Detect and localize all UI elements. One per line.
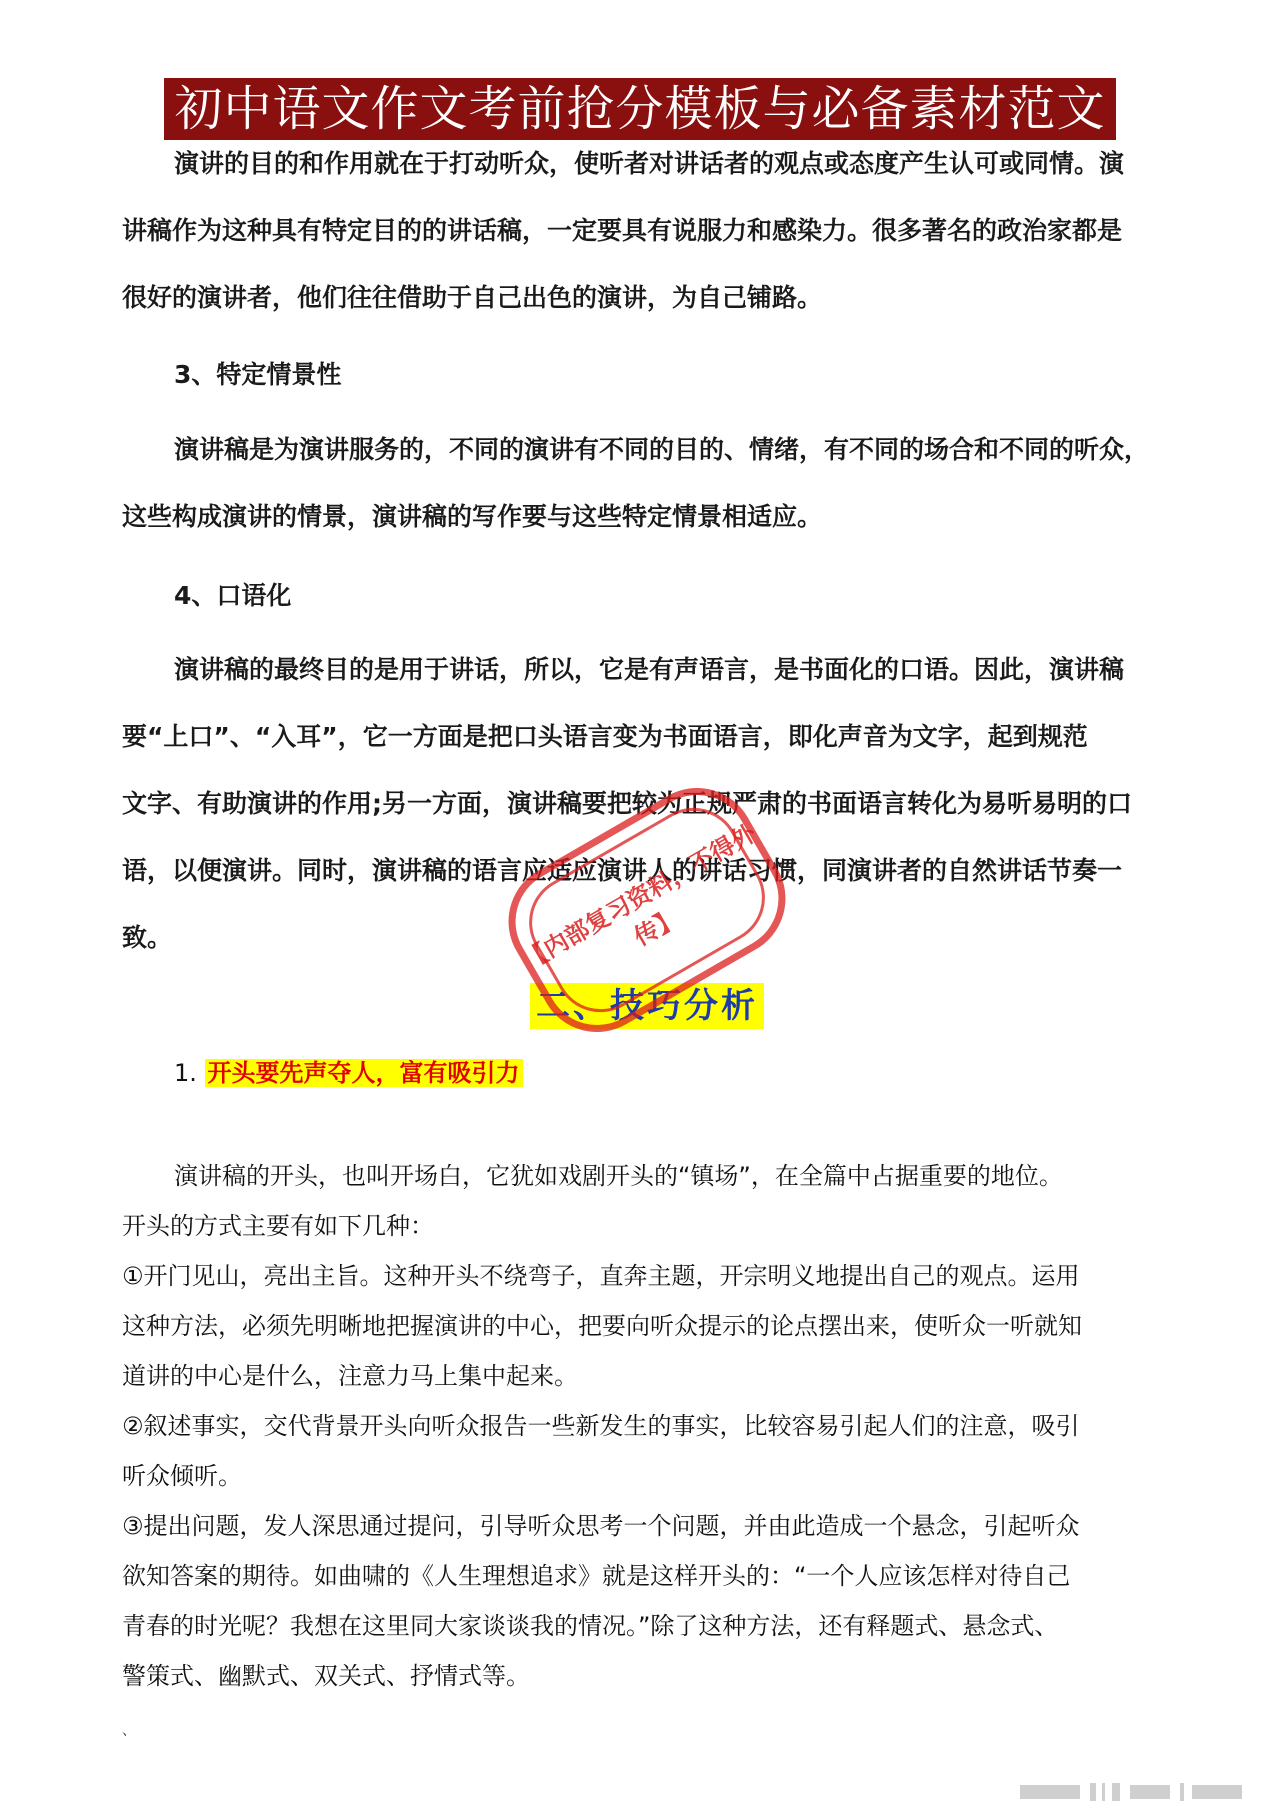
paragraph-opening — [122, 1151, 1168, 1701]
document-title: 初中语文作文考前抢分模板与必备素材范文 — [164, 78, 1115, 140]
footer-mark: 、 — [122, 1723, 136, 1739]
text-line: 要“上口”、“入耳”，它一方面是把口头语言变为书面语言，即化声音为文字，起到规范 — [122, 722, 1088, 751]
text-line: ③提出问题，发人深思通过提问，引导听众思考一个问题，并由此造成一个悬念，引起听众 — [122, 1512, 1080, 1540]
text-line: 演讲的目的和作用就在于打动听众，使听者对讲话者的观点或态度产生认可或同情。演 — [174, 149, 1125, 178]
text-line: 这些构成演讲的情景，演讲稿的写作要与这些特定情景相适应。 — [122, 502, 823, 531]
text-line: 道讲的中心是什么，注意力马上集中起来。 — [122, 1362, 578, 1390]
point-highlight: 开头要先声夺人，富有吸引力 — [205, 1059, 523, 1087]
text-line: 演讲稿的开头，也叫开场白，它犹如戏剧开头的“镇场”，在全篇中占据重要的地位。 — [174, 1162, 1063, 1190]
paragraph-intro — [122, 130, 1168, 331]
heading-3: 3、特定情景性 — [174, 360, 342, 389]
text-line: 很好的演讲者，他们往往借助于自己出色的演讲，为自己铺路。 — [122, 283, 823, 312]
text-line: 文字、有助演讲的作用;另一方面，演讲稿要把较为正规严肃的书面语言转化为易听易明的口 — [122, 789, 1133, 818]
point-number: 1. — [174, 1059, 197, 1087]
text-line: ①开门见山，亮出主旨。这种开头不绕弯子，直奔主题，开宗明义地提出自己的观点。运用 — [122, 1262, 1080, 1290]
barcode-icon — [1020, 1783, 1260, 1801]
text-line: 开头的方式主要有如下几种： — [122, 1212, 434, 1240]
text-line: 听众倾听。 — [122, 1462, 242, 1490]
heading-4: 4、口语化 — [174, 581, 292, 610]
text-line: 警策式、幽默式、双关式、抒情式等。 — [122, 1662, 530, 1690]
text-line: 演讲稿是为演讲服务的，不同的演讲有不同的目的、情绪，有不同的场合和不同的听众， — [174, 435, 1150, 464]
text-line: 青春的时光呢？我想在这里同大家谈谈我的情况。”除了这种方法，还有释题式、悬念式、 — [122, 1612, 1059, 1640]
paragraph-4 — [122, 636, 1168, 971]
text-line: 致。 — [122, 923, 173, 952]
section-heading: 二、技巧分析 — [530, 983, 764, 1029]
stamp-text: 【内部复习资料，不得外传】 — [518, 818, 761, 976]
paragraph-3 — [122, 416, 1168, 550]
point-1 — [174, 1055, 523, 1091]
text-line: 欲知答案的期待。如曲啸的《人生理想追求》就是这样开头的：“一个人应该怎样对待自己 — [122, 1562, 1071, 1590]
text-line: 这种方法，必须先明晰地把握演讲的中心，把要向听众提示的论点摆出来，使听众一听就知 — [122, 1312, 1082, 1340]
text-line: 语，以便演讲。同时，演讲稿的语言应适应演讲人的讲话习惯，同演讲者的自然讲话节奏一 — [122, 856, 1123, 885]
text-line: ②叙述事实，交代背景开头向听众报告一些新发生的事实，比较容易引起人们的注意，吸引 — [122, 1412, 1080, 1440]
text-line: 讲稿作为这种具有特定目的的讲话稿，一定要具有说服力和感染力。很多著名的政治家都是 — [122, 216, 1123, 245]
text-line: 演讲稿的最终目的是用于讲话，所以，它是有声语言，是书面化的口语。因此，演讲稿 — [174, 655, 1125, 684]
